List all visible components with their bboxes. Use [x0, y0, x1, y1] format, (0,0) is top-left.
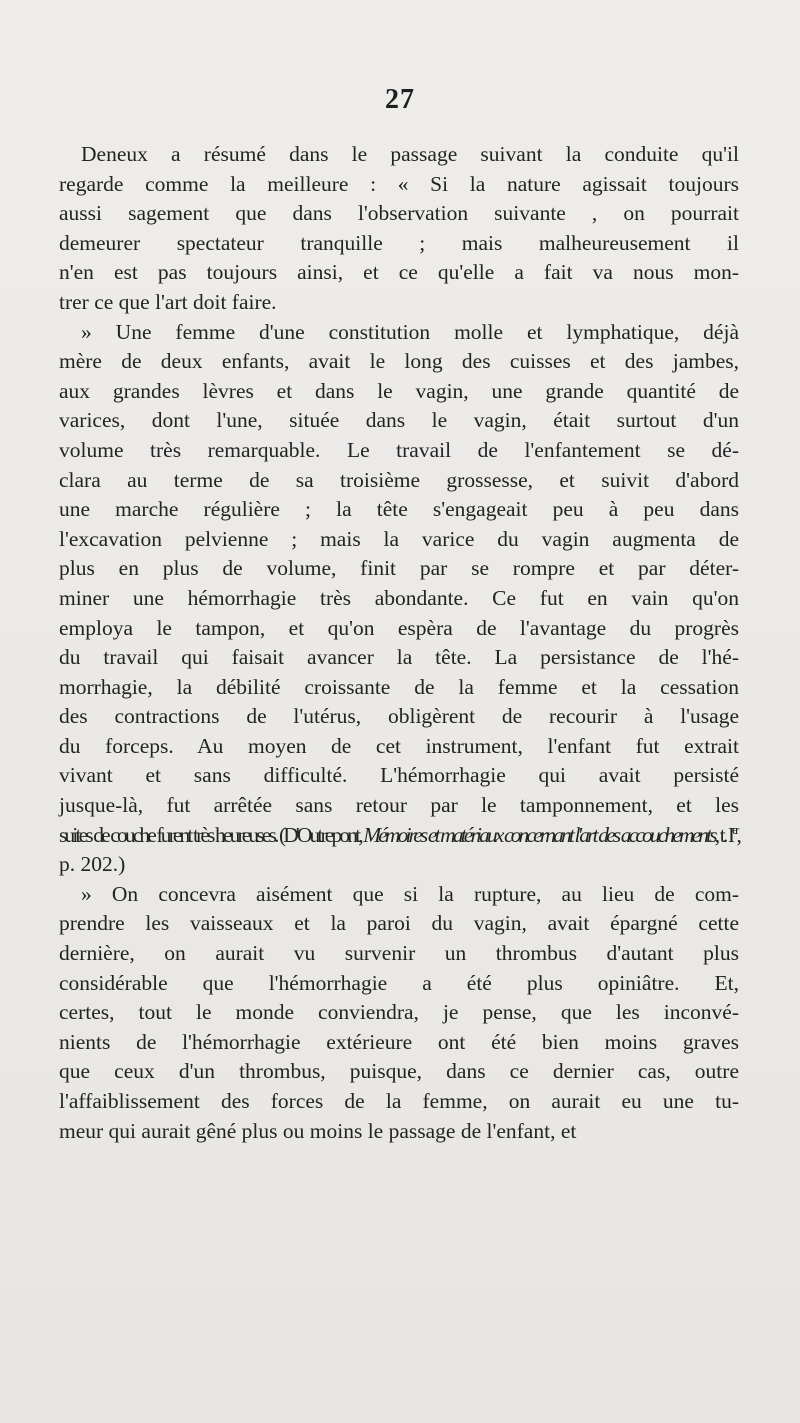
- text-line: aux grandes lèvres et dans le vagin, une grande quantité de: [59, 378, 739, 403]
- text-line: du travail qui faisait avancer la tête. La persistance de l'hé-: [59, 645, 739, 670]
- text-line: Deneux a résumé dans le passage suivant la conduite qu'il: [81, 142, 739, 166]
- text-line: employa le tampon, et qu'on espèra de l'avantage du progrès: [59, 615, 739, 640]
- text-line: trer ce que l'art doit faire.: [59, 289, 277, 314]
- text-line: demeurer spectateur tranquille ; mais malheureusement il: [59, 230, 739, 255]
- text-line: » Une femme d'une constitution molle et lymphatique, déjà: [81, 319, 739, 344]
- text-line: varices, dont l'une, située dans le vagin, était surtout d'un: [59, 408, 739, 433]
- text-line: vivant et sans difficulté. L'hémorrhagie qui avait persisté: [59, 763, 739, 788]
- text-line: clara au terme de sa troisième grossesse, et suivit d'abord: [59, 467, 739, 492]
- body-text: [59, 140, 799, 1146]
- text-line: une marche régulière ; la tête s'engageait peu à peu dans: [59, 497, 739, 522]
- text-line: mère de deux enfants, avait le long des cuisses et des jambes,: [59, 349, 739, 374]
- page-number: 27: [385, 84, 415, 115]
- text-line: aussi sagement que dans l'observation suivante , on pourrait: [59, 201, 739, 226]
- text-line: volume très remarquable. Le travail de l'enfantement se dé-: [59, 437, 739, 462]
- citation-volume-sup: er: [732, 821, 737, 837]
- text-line: prendre les vaisseaux et la paroi du vagin, avait épargné cette: [59, 911, 739, 936]
- text-line: considérable que l'hémorrhagie a été plus opiniâtre. Et,: [59, 970, 739, 995]
- text-line: n'en est pas toujours ainsi, et ce qu'elle a fait va nous mon-: [59, 260, 739, 285]
- citation-volume: , t. I: [714, 822, 733, 847]
- text-line: nients de l'hémorrhagie extérieure ont été bien moins graves: [59, 1029, 739, 1054]
- text-line: morrhagie, la débilité croissante de la femme et la cessation: [59, 674, 739, 699]
- citation-volume-suffix: ,: [736, 822, 740, 847]
- text-line: plus en plus de volume, finit par se rompre et par déter-: [59, 556, 739, 581]
- text-line: du forceps. Au moyen de cet instrument, l'enfant fut extrait: [59, 733, 739, 758]
- text-line: dernière, on aurait vu survenir un thrombus d'autant plus: [59, 941, 739, 966]
- text-line: regarde comme la meilleure : « Si la nature agissait toujours: [59, 171, 739, 196]
- text-line: miner une hémorrhagie très abondante. Ce fut en vain qu'on: [59, 585, 739, 610]
- text-line: que ceux d'un thrombus, puisque, dans ce dernier cas, outre: [59, 1059, 739, 1084]
- citation-title: Mémoires et matériaux concernant l'art des accouchements: [363, 822, 715, 847]
- text-line: jusque-là, fut arrêtée sans retour par le tamponnement, et les: [59, 793, 739, 818]
- citation-line: [59, 821, 799, 851]
- text-line: l'excavation pelvienne ; mais la varice du vagin augmenta de: [59, 526, 739, 551]
- text-line: » On concevra aisément que si la rupture, au lieu de com-: [81, 881, 739, 906]
- text-line: p. 202.): [59, 852, 126, 877]
- text-line: l'affaiblissement des forces de la femme, on aurait eu une tu-: [59, 1089, 739, 1113]
- text-line: certes, tout le monde conviendra, je pense, que les inconvé-: [59, 1000, 739, 1025]
- text-line: des contractions de l'utérus, obligèrent de recourir à l'usage: [59, 704, 739, 729]
- text-line: meur qui aurait gêné plus ou moins le passage de l'enfant, et: [59, 1118, 577, 1143]
- text-line: suites de couche furent très heureuses. (D'Outrepont,: [59, 822, 361, 847]
